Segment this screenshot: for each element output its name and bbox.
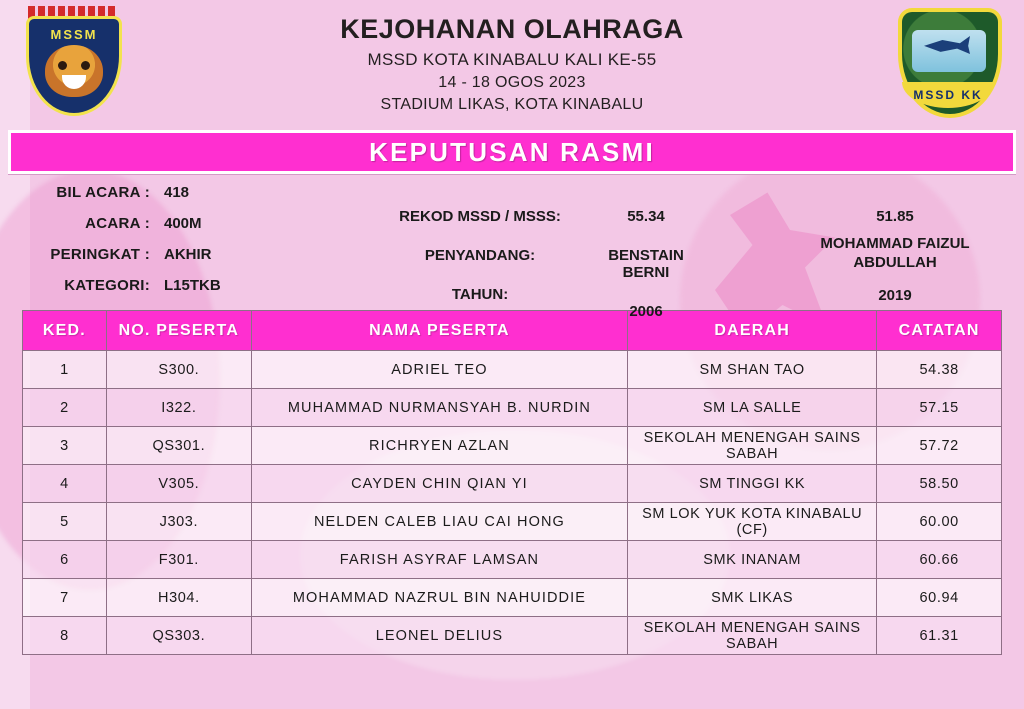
cell-name: MUHAMMAD NURMANSYAH B. NURDIN <box>251 389 627 427</box>
column-header-time: CATATAN <box>877 311 1002 351</box>
table-row <box>23 617 1002 655</box>
event-name-label: ACARA : <box>85 215 150 232</box>
event-category-row <box>30 277 310 294</box>
cell-district: SMK LIKAS <box>627 579 876 617</box>
table-row <box>23 503 1002 541</box>
cell-position: 7 <box>23 579 107 617</box>
event-category-value: L15TKB <box>164 277 221 294</box>
table-row <box>23 351 1002 389</box>
event-stage-row <box>30 246 310 263</box>
cell-bib: QS301. <box>106 427 251 465</box>
cell-bib: H304. <box>106 579 251 617</box>
cell-position: 6 <box>23 541 107 579</box>
cell-time: 58.50 <box>877 465 1002 503</box>
event-stage-value: AKHIR <box>164 246 212 263</box>
cell-name: NELDEN CALEB LIAU CAI HONG <box>251 503 627 541</box>
results-table <box>22 310 1002 655</box>
cell-time: 54.38 <box>877 351 1002 389</box>
column-header-bib: NO. PESERTA <box>106 311 251 351</box>
holder-label-row <box>330 247 630 264</box>
column-header-position: KED. <box>23 311 107 351</box>
cell-position: 8 <box>23 617 107 655</box>
record-column-msss <box>800 208 990 314</box>
mssd-kk-logo-label: MSSD KK <box>902 82 994 108</box>
record-year-msss: 2019 <box>878 286 912 304</box>
cell-time: 57.15 <box>877 389 1002 427</box>
header-subtitle-3: STADIUM LIKAS, KOTA KINABALU <box>380 96 644 113</box>
page-title: KEJOHANAN OLAHRAGA <box>340 14 684 44</box>
cell-bib: QS303. <box>106 617 251 655</box>
cell-bib: V305. <box>106 465 251 503</box>
event-info-block <box>0 174 1024 320</box>
cell-time: 60.00 <box>877 503 1002 541</box>
cell-name: FARISH ASYRAF LAMSAN <box>251 541 627 579</box>
event-category-label: KATEGORI: <box>64 277 150 294</box>
tiger-head-icon <box>45 45 103 97</box>
record-time-mssd: 55.34 <box>627 208 665 225</box>
record-holder-msss: MOHAMMAD FAIZUL ABDULLAH <box>820 235 970 271</box>
cell-name: RICHRYEN AZLAN <box>251 427 627 465</box>
official-result-banner <box>8 130 1016 174</box>
record-labels-column <box>330 208 630 325</box>
event-number-value: 418 <box>164 184 190 201</box>
document-header <box>0 0 1024 128</box>
cell-district: SM SHAN TAO <box>627 351 876 389</box>
record-time-msss: 51.85 <box>876 208 914 225</box>
record-year-mssd: 2006 <box>629 303 663 320</box>
record-holder-mssd: BENSTAIN BERNI <box>608 247 684 281</box>
header-subtitle-1: MSSD KOTA KINABALU KALI KE-55 <box>367 50 657 69</box>
cell-position: 4 <box>23 465 107 503</box>
official-result-banner-label: KEPUTUSAN RASMI <box>369 136 655 167</box>
mssd-kk-sea-icon <box>912 30 986 72</box>
cell-bib: F301. <box>106 541 251 579</box>
event-name-row <box>30 215 310 232</box>
cell-position: 3 <box>23 427 107 465</box>
cell-time: 61.31 <box>877 617 1002 655</box>
mssm-shield-icon <box>26 16 122 116</box>
cell-district: SM TINGGI KK <box>627 465 876 503</box>
mssm-logo-label: MSSM <box>50 27 98 42</box>
cell-position: 1 <box>23 351 107 389</box>
header-text-block <box>0 0 1024 114</box>
event-number-label: BIL ACARA : <box>56 184 150 201</box>
cell-bib: J303. <box>106 503 251 541</box>
cell-time: 57.72 <box>877 427 1002 465</box>
holder-label: PENYANDANG: <box>424 247 536 264</box>
column-header-district: DAERAH <box>627 311 876 351</box>
cell-name: MOHAMMAD NAZRUL BIN NAHUIDDIE <box>251 579 627 617</box>
cell-name: LEONEL DELIUS <box>251 617 627 655</box>
mssm-logo <box>22 6 126 118</box>
cell-position: 2 <box>23 389 107 427</box>
column-header-name: NAMA PESERTA <box>251 311 627 351</box>
event-info-left-column <box>30 184 310 308</box>
record-column-mssd <box>600 208 692 342</box>
cell-district: SEKOLAH MENENGAH SAINS SABAH <box>627 427 876 465</box>
cell-name: ADRIEL TEO <box>251 351 627 389</box>
year-label: TAHUN: <box>451 286 509 303</box>
cell-district: SM LA SALLE <box>627 389 876 427</box>
cell-bib: S300. <box>106 351 251 389</box>
year-label-row <box>330 286 630 303</box>
header-subtitle-2: 14 - 18 OGOS 2023 <box>438 74 586 91</box>
results-table-wrapper <box>22 310 1002 655</box>
event-name-value: 400M <box>164 215 202 232</box>
event-stage-label: PERINGKAT : <box>50 246 150 263</box>
cell-bib: I322. <box>106 389 251 427</box>
table-row <box>23 427 1002 465</box>
record-label: REKOD MSSD / MSSS: <box>399 208 561 225</box>
cell-time: 60.94 <box>877 579 1002 617</box>
record-label-row <box>330 208 630 225</box>
cell-district: SMK INANAM <box>627 541 876 579</box>
table-row <box>23 541 1002 579</box>
cell-district: SM LOK YUK KOTA KINABALU (CF) <box>627 503 876 541</box>
table-row <box>23 465 1002 503</box>
event-number-row <box>30 184 310 201</box>
table-row <box>23 579 1002 617</box>
table-row <box>23 389 1002 427</box>
cell-name: CAYDEN CHIN QIAN YI <box>251 465 627 503</box>
cell-position: 5 <box>23 503 107 541</box>
cell-time: 60.66 <box>877 541 1002 579</box>
mssd-kk-logo <box>898 8 1002 118</box>
cell-district: SEKOLAH MENENGAH SAINS SABAH <box>627 617 876 655</box>
